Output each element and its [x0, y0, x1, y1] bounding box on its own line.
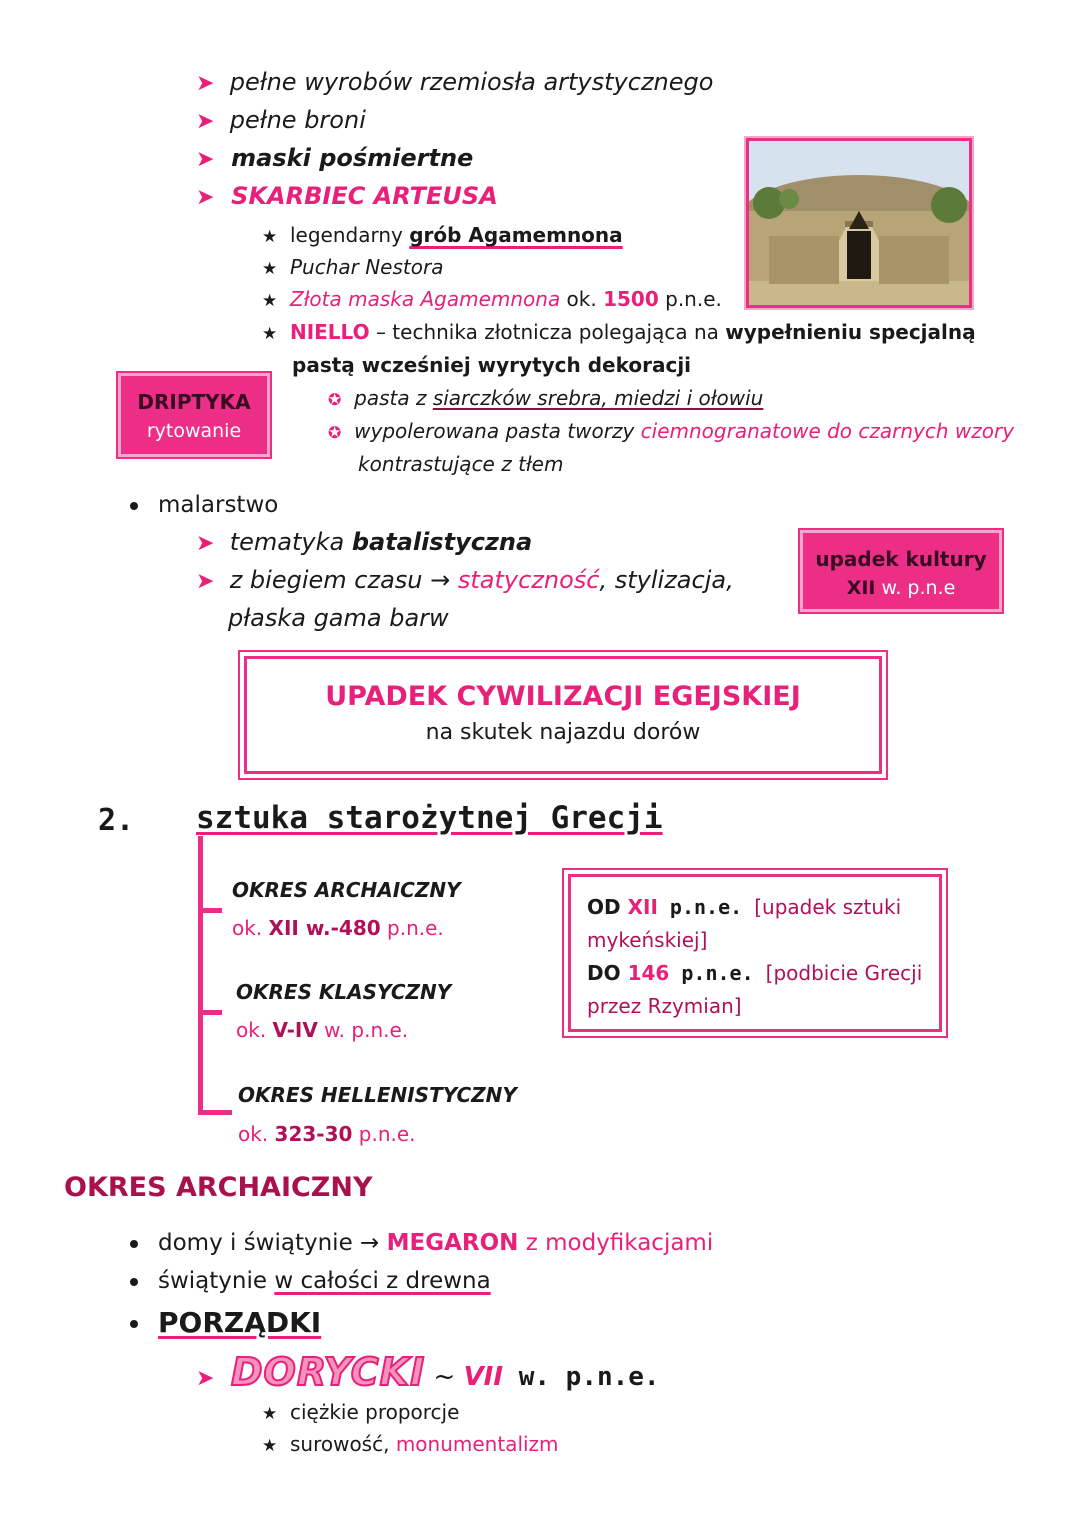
bullet-icon [130, 1240, 138, 1248]
tomb-image-icon [749, 141, 969, 305]
range-line: mykeńskiej] [587, 928, 708, 952]
upadek-title: upadek kultury [815, 547, 987, 571]
star-icon: ★ [262, 227, 278, 247]
tree-branch [198, 1010, 222, 1015]
date-range-box [568, 874, 942, 1032]
list-item: ★ surowość, monumentalizm [262, 1432, 559, 1456]
upadek-sub: XII w. p.n.e [846, 577, 956, 599]
list-item: ★ Złota maska Agamemnona ok. 1500 p.n.e. [262, 287, 722, 311]
star-icon: ★ [262, 259, 278, 279]
arrow-right-icon: ➤ [196, 109, 215, 134]
list-item: ➤ tematyka batalistyczna [196, 528, 533, 556]
civ-sub: na skutek najazdu dorów [425, 720, 701, 745]
arrow-right-icon: ➤ [196, 1366, 215, 1391]
list-item: ★ Puchar Nestora [262, 255, 444, 279]
list-item: ✪ wypolerowana pasta tworzy ciemnogranatowe do czarnych wzory [328, 419, 1015, 443]
doric-order: ➤ DORYCKI ~ VII w. p.n.e. [196, 1350, 660, 1394]
archaic-heading: OKRES ARCHAICZNY [64, 1172, 373, 1203]
star-icon: ★ [262, 1404, 278, 1424]
period-name: OKRES ARCHAICZNY [232, 878, 461, 902]
civ-title: UPADEK CYWILIZACJI EGEJSKIEJ [325, 681, 801, 712]
upadek-kultury-box [800, 530, 1002, 612]
range-line: przez Rzymian] [587, 994, 742, 1018]
list-item: PORZĄDKI [130, 1306, 321, 1339]
list-item: świątynie w całości z drewna [130, 1268, 491, 1294]
period-name: OKRES KLASYCZNY [236, 980, 452, 1004]
list-item-continued: kontrastujące z tłem [358, 452, 564, 476]
flower-icon: ✪ [328, 423, 342, 442]
list-item: ➤ SKARBIEC ARTEUSA [196, 182, 498, 210]
arrow-right-icon: ➤ [196, 531, 215, 556]
list-item: ➤ z biegiem czasu → statyczność, stylizacja, [196, 566, 734, 594]
bullet-icon [130, 1278, 138, 1286]
star-icon: ★ [262, 1436, 278, 1456]
section-number: 2. [98, 803, 135, 838]
list-item-continued: pastą wcześniej wyrytych dekoracji [292, 353, 692, 377]
list-item: domy i świątynie → MEGARON z modyfikacjami [130, 1230, 713, 1256]
period-dates: ok. 323-30 p.n.e. [238, 1122, 416, 1146]
bullet-icon [130, 502, 138, 510]
driptyka-sub: rytowanie [146, 420, 242, 442]
driptyka-box [118, 373, 270, 457]
treasury-photo [746, 138, 972, 308]
arrow-right-icon: ➤ [196, 71, 215, 96]
driptyka-title: DRIPTYKA [137, 390, 251, 414]
list-item: ✪ pasta z siarczków srebra, miedzi i ołowiu [328, 386, 764, 410]
tree-bracket [198, 836, 203, 1114]
list-item: ★ NIELLO – technika złotnicza polegająca na wypełnieniu specjalną [262, 320, 976, 344]
period-dates: ok. XII w.-480 p.n.e. [232, 916, 444, 940]
star-icon: ★ [262, 324, 278, 344]
list-item: ★ ciężkie proporcje [262, 1400, 460, 1424]
range-line: OD XII p.n.e. [upadek sztuki [587, 895, 902, 919]
civilization-box [244, 656, 882, 774]
section-title: sztuka starożytnej Grecji [196, 800, 663, 836]
list-item: ➤ pełne wyrobów rzemiosła artystycznego [196, 68, 714, 96]
star-icon: ★ [262, 291, 278, 311]
bullet-icon [130, 1320, 138, 1328]
range-line: DO 146 p.n.e. [podbicie Grecji [587, 961, 923, 985]
list-item: ➤ pełne broni [196, 106, 366, 134]
list-item: ➤ maski pośmiertne [196, 144, 474, 172]
flower-icon: ✪ [328, 390, 342, 409]
period-dates: ok. V-IV w. p.n.e. [236, 1018, 409, 1042]
list-item: ★ legendarny grób Agamemnona [262, 223, 623, 247]
period-name: OKRES HELLENISTYCZNY [238, 1083, 517, 1107]
arrow-right-icon: ➤ [196, 185, 215, 210]
tree-branch [198, 908, 222, 913]
arrow-right-icon: ➤ [196, 569, 215, 594]
bullet-malarstwo: malarstwo [130, 492, 278, 518]
list-item-continued: płaska gama barw [228, 604, 449, 632]
tree-branch [198, 1110, 232, 1115]
arrow-right-icon: ➤ [196, 147, 215, 172]
